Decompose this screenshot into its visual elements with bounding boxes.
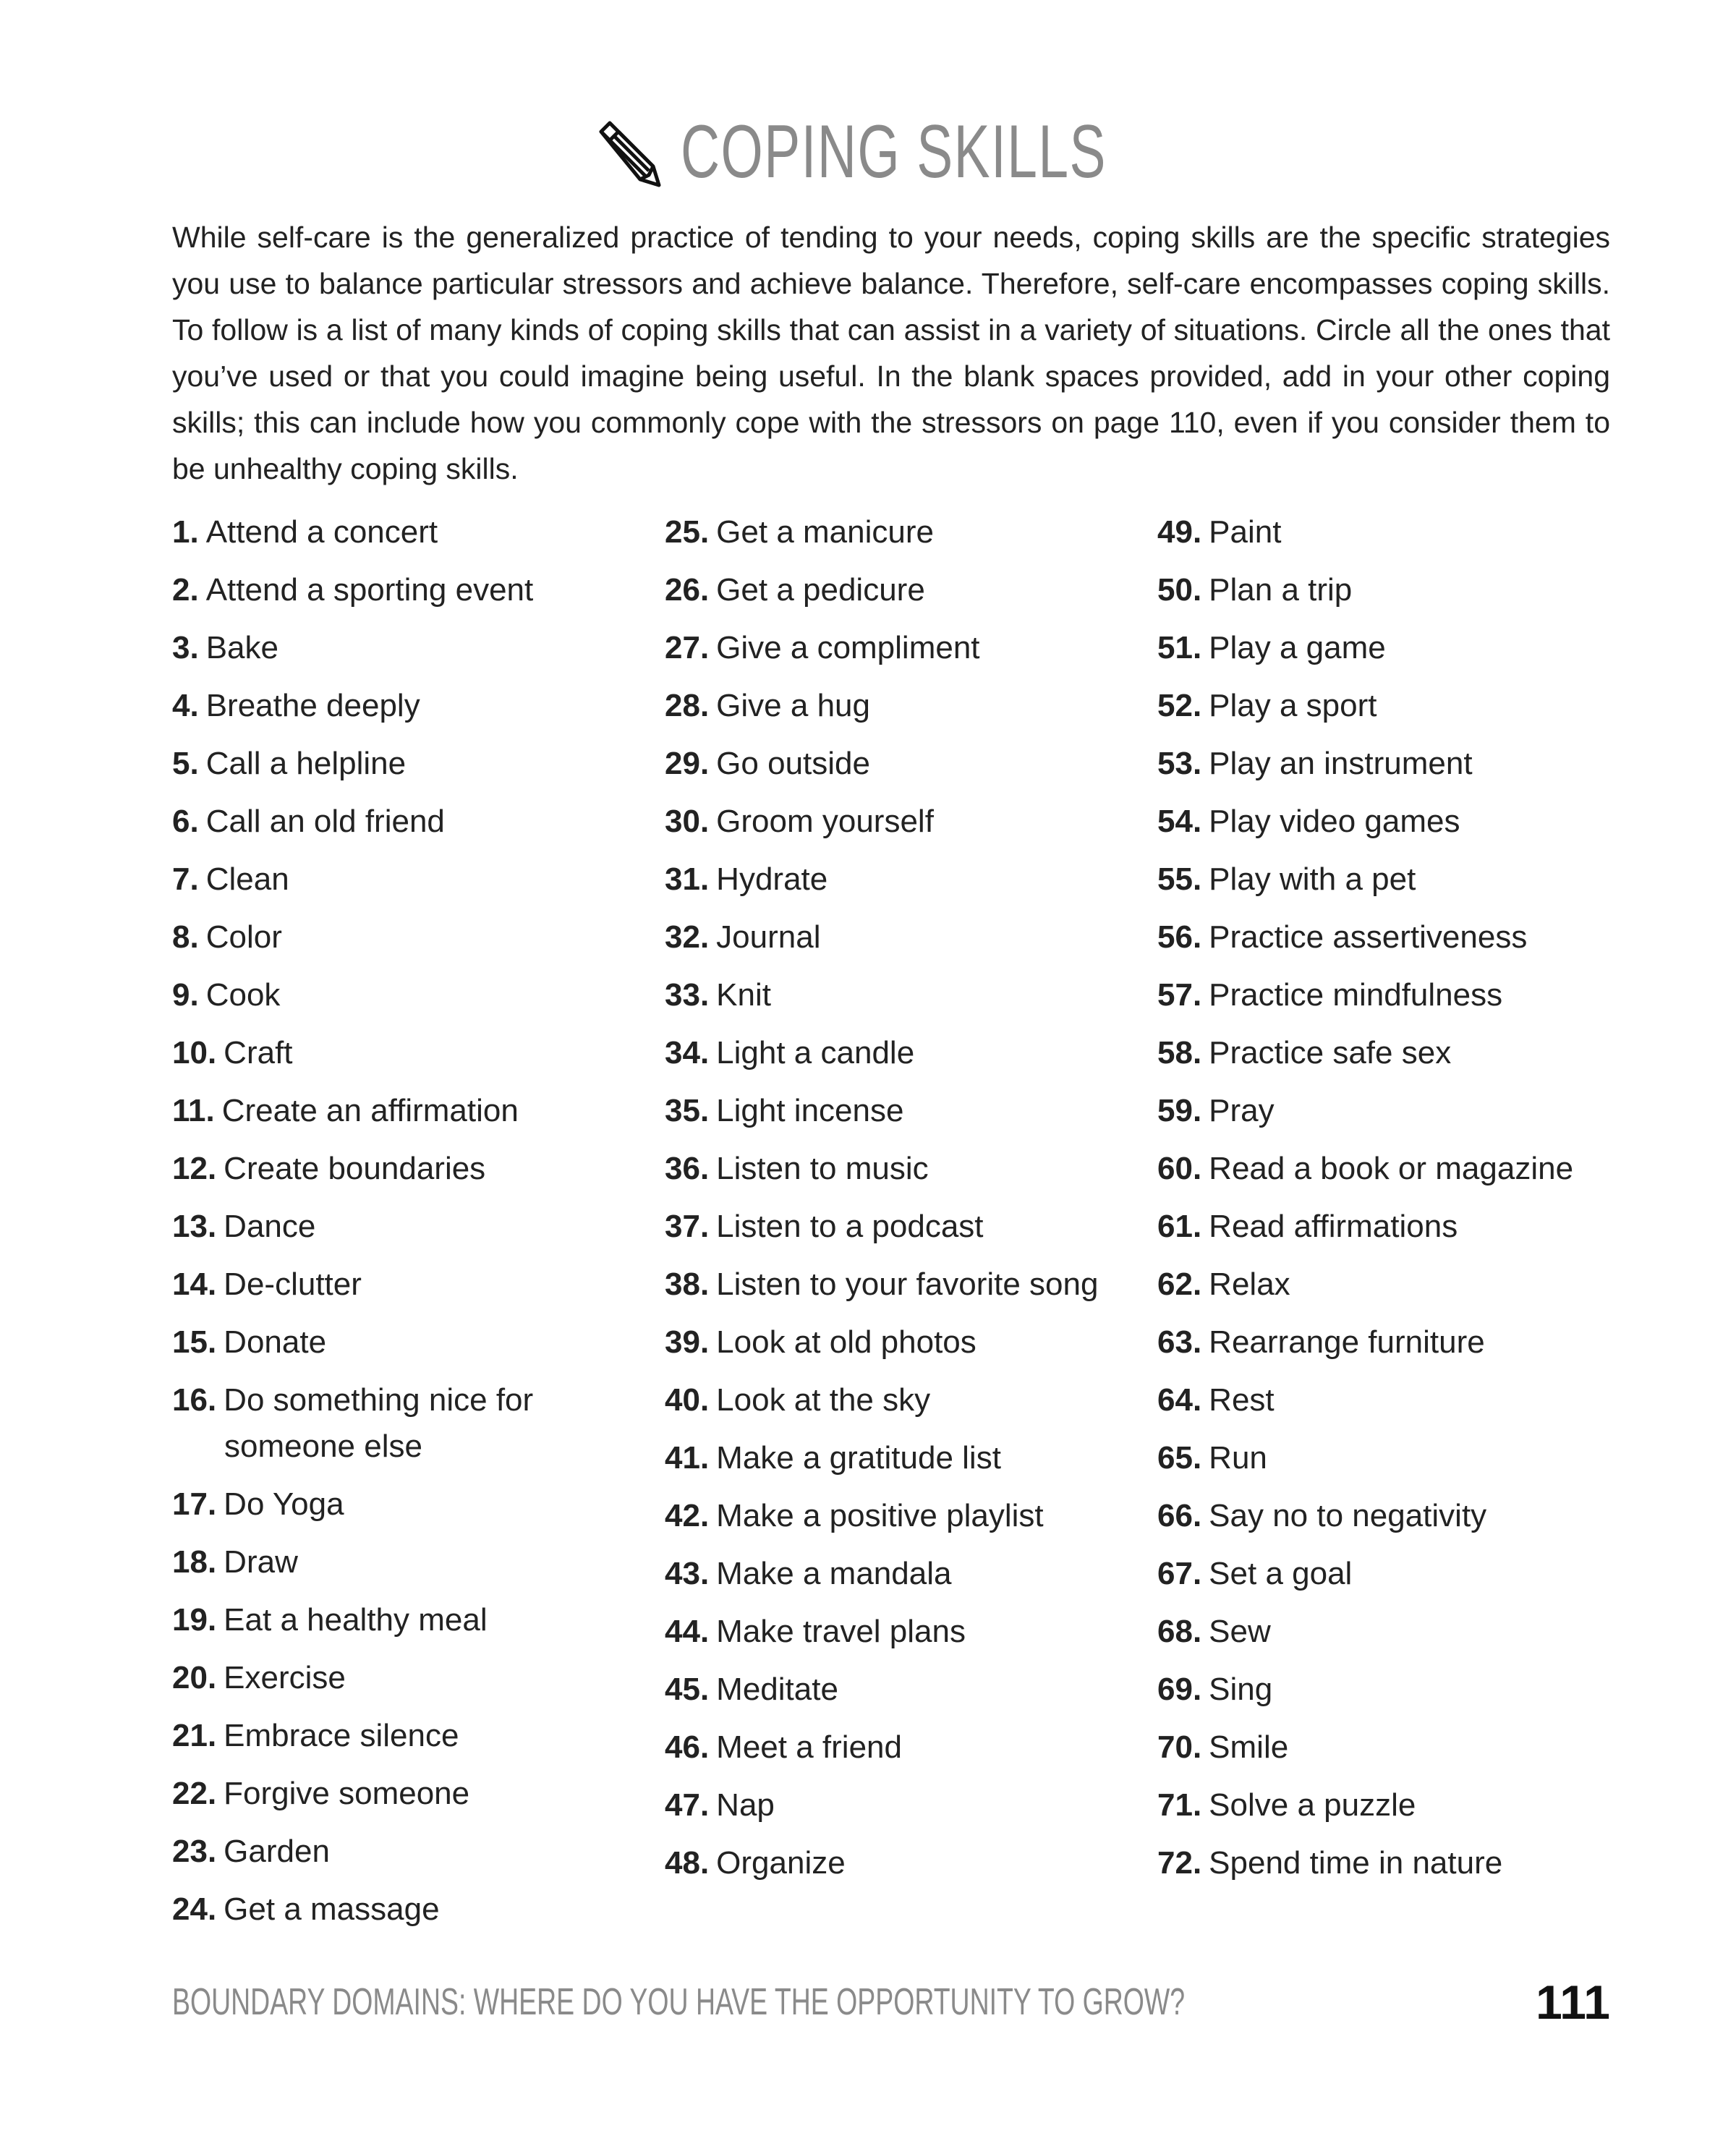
item-label: Cook <box>205 977 281 1013</box>
item-label: Forgive someone <box>224 1776 470 1811</box>
item-number: 9. <box>172 977 199 1013</box>
item-number: 38. <box>665 1267 710 1302</box>
skill-list-item <box>172 799 650 845</box>
item-label: Rearrange furniture <box>1209 1324 1485 1360</box>
skill-list-item <box>1157 1261 1635 1308</box>
skill-list-item <box>1157 625 1635 671</box>
item-number: 43. <box>665 1556 710 1591</box>
skill-list-item <box>1157 1319 1635 1366</box>
item-number: 61. <box>1157 1209 1202 1244</box>
skill-list-item <box>1157 1551 1635 1597</box>
item-number: 31. <box>665 861 710 897</box>
skill-list-item <box>665 972 1142 1018</box>
item-number: 21. <box>172 1718 217 1753</box>
skill-list-item <box>665 1609 1142 1655</box>
skill-list-item <box>172 1597 650 1643</box>
item-number: 29. <box>665 746 710 781</box>
item-number: 53. <box>1157 746 1202 781</box>
item-label: Knit <box>716 977 771 1013</box>
skills-column-3 <box>1157 509 1635 1944</box>
skill-list-item <box>665 1319 1142 1366</box>
page-number: 111 <box>1536 1975 1610 2029</box>
skill-list-item <box>1157 1146 1635 1192</box>
item-number: 58. <box>1157 1035 1202 1070</box>
item-label: Bake <box>205 630 278 665</box>
item-label: Light a candle <box>716 1035 915 1070</box>
item-label: Play a game <box>1209 630 1386 665</box>
skill-list-item <box>172 1377 650 1470</box>
item-label: Do something nice for someone else <box>224 1382 534 1464</box>
item-label: Hydrate <box>716 861 828 897</box>
item-number: 28. <box>665 688 710 723</box>
item-number: 14. <box>172 1267 217 1302</box>
item-number: 34. <box>665 1035 710 1070</box>
item-label: Play with a pet <box>1209 861 1416 897</box>
item-number: 3. <box>172 630 199 665</box>
item-number: 62. <box>1157 1267 1202 1302</box>
skill-list-item <box>172 509 650 556</box>
item-label: Set a goal <box>1209 1556 1353 1591</box>
item-label: Spend time in nature <box>1209 1845 1503 1881</box>
item-number: 65. <box>1157 1440 1202 1476</box>
skills-column-1 <box>172 509 650 1944</box>
skill-list-item <box>665 683 1142 729</box>
skill-list-item <box>665 1840 1142 1886</box>
footer-chapter-title-wrap <box>172 1977 1257 2027</box>
item-label: Play a sport <box>1209 688 1377 723</box>
skills-list <box>172 509 1610 1944</box>
item-number: 71. <box>1157 1787 1202 1823</box>
item-number: 25. <box>665 514 710 550</box>
item-label: Draw <box>224 1544 298 1580</box>
item-label: Give a compliment <box>716 630 980 665</box>
item-number: 4. <box>172 688 199 723</box>
item-label: Journal <box>716 919 821 955</box>
item-number: 2. <box>172 572 199 608</box>
item-number: 1. <box>172 514 199 550</box>
item-number: 72. <box>1157 1845 1202 1881</box>
item-label: Attend a concert <box>205 514 438 550</box>
item-number: 10. <box>172 1035 217 1070</box>
item-label: Call a helpline <box>205 746 407 781</box>
item-label: Give a hug <box>716 688 870 723</box>
item-label: Listen to a podcast <box>716 1209 984 1244</box>
skill-list-item <box>665 1667 1142 1713</box>
page-title: COPING SKILLS <box>681 110 1107 194</box>
skill-list-item <box>172 1655 650 1701</box>
item-label: Garden <box>224 1834 330 1869</box>
item-number: 17. <box>172 1486 217 1522</box>
skill-list-item <box>665 799 1142 845</box>
item-label: Create boundaries <box>224 1151 486 1186</box>
skill-list-item <box>1157 567 1635 613</box>
item-number: 59. <box>1157 1093 1202 1128</box>
item-label: Listen to music <box>716 1151 929 1186</box>
item-label: Clean <box>205 861 289 897</box>
item-number: 23. <box>172 1834 217 1869</box>
item-label: Sing <box>1209 1672 1273 1707</box>
skill-list-item <box>172 1771 650 1817</box>
item-label: Run <box>1209 1440 1267 1476</box>
item-number: 45. <box>665 1672 710 1707</box>
item-label: Do Yoga <box>224 1486 344 1522</box>
item-number: 27. <box>665 630 710 665</box>
item-number: 41. <box>665 1440 710 1476</box>
item-label: Look at the sky <box>716 1382 931 1418</box>
item-number: 54. <box>1157 804 1202 839</box>
item-label: Smile <box>1209 1729 1289 1765</box>
skill-list-item <box>1157 1088 1635 1134</box>
skill-list-item <box>665 1146 1142 1192</box>
item-number: 42. <box>665 1498 710 1533</box>
item-number: 12. <box>172 1151 217 1186</box>
item-label: Rest <box>1209 1382 1275 1418</box>
skill-list-item <box>1157 509 1635 556</box>
skill-list-item <box>665 914 1142 961</box>
item-label: Get a manicure <box>716 514 934 550</box>
item-label: Make a gratitude list <box>716 1440 1001 1476</box>
item-label: Meditate <box>716 1672 838 1707</box>
skill-list-item <box>172 1319 650 1366</box>
item-label: Paint <box>1209 514 1282 550</box>
skill-list-item <box>1157 914 1635 961</box>
skill-list-item <box>665 1435 1142 1481</box>
item-label: Practice assertiveness <box>1209 919 1528 955</box>
skill-list-item <box>172 741 650 787</box>
item-label: Call an old friend <box>205 804 445 839</box>
item-label: Relax <box>1209 1267 1290 1302</box>
skill-list-item <box>172 1713 650 1759</box>
skill-list-item <box>172 1539 650 1585</box>
skill-list-item <box>172 856 650 903</box>
skill-list-item <box>1157 1493 1635 1539</box>
item-number: 26. <box>665 572 710 608</box>
pencil-icon <box>592 116 665 188</box>
item-number: 35. <box>665 1093 710 1128</box>
item-label: Get a pedicure <box>716 572 925 608</box>
item-label: Create an affirmation <box>221 1093 519 1128</box>
item-label: Read a book or magazine <box>1209 1151 1574 1186</box>
item-number: 19. <box>172 1602 217 1638</box>
skill-list-item <box>665 509 1142 556</box>
item-label: Play an instrument <box>1209 746 1473 781</box>
skill-list-item <box>172 914 650 961</box>
item-label: Breathe deeply <box>205 688 420 723</box>
item-label: Groom yourself <box>716 804 934 839</box>
item-number: 15. <box>172 1324 217 1360</box>
item-number: 47. <box>665 1787 710 1823</box>
footer-chapter-title: BOUNDARY DOMAINS: WHERE DO YOU HAVE THE OPPORTUNITY TO GROW? <box>172 1981 1186 2023</box>
skill-list-item <box>1157 683 1635 729</box>
skill-list-item <box>172 683 650 729</box>
item-label: Attend a sporting event <box>205 572 534 608</box>
item-number: 63. <box>1157 1324 1202 1360</box>
skill-list-item <box>1157 1204 1635 1250</box>
page-footer <box>172 1973 1610 2031</box>
item-number: 6. <box>172 804 199 839</box>
item-number: 22. <box>172 1776 217 1811</box>
skill-list-item <box>665 567 1142 613</box>
item-label: Sew <box>1209 1614 1271 1649</box>
skill-list-item <box>172 567 650 613</box>
item-label: Organize <box>716 1845 846 1881</box>
skill-list-item <box>1157 856 1635 903</box>
page-title-wrap <box>681 108 1144 195</box>
item-number: 32. <box>665 919 710 955</box>
skill-list-item <box>665 1493 1142 1539</box>
item-number: 69. <box>1157 1672 1202 1707</box>
item-label: Meet a friend <box>716 1729 902 1765</box>
item-number: 7. <box>172 861 199 897</box>
item-number: 49. <box>1157 514 1202 550</box>
skill-list-item <box>172 1481 650 1528</box>
item-number: 16. <box>172 1382 217 1418</box>
item-number: 66. <box>1157 1498 1202 1533</box>
item-label: Make a mandala <box>716 1556 952 1591</box>
item-number: 20. <box>172 1660 217 1695</box>
skill-list-item <box>1157 1435 1635 1481</box>
skill-list-item <box>665 1204 1142 1250</box>
skill-list-item <box>172 1088 650 1134</box>
item-number: 46. <box>665 1729 710 1765</box>
item-label: Practice safe sex <box>1209 1035 1452 1070</box>
intro-paragraph: While self-care is the generalized practice of tending to your needs, coping skills are the specific strategies you use to balance particular stressors and achieve balance. Therefore, self-care encompasses coping skills. To follow is a list of many kinds of coping skills that can assist in a variety of situations. Circle all the ones that you’ve used or that you could imagine being useful. In the blank spaces provided, add in your other coping skills; this can include how you commonly cope with the stressors on page 110, even if you consider them to be unhealthy coping skills. <box>172 221 1610 485</box>
skill-list-item <box>1157 1609 1635 1655</box>
item-label: Look at old photos <box>716 1324 977 1360</box>
skill-list-item <box>172 1204 650 1250</box>
skill-list-item <box>665 1724 1142 1771</box>
skill-list-item <box>172 625 650 671</box>
item-number: 52. <box>1157 688 1202 723</box>
skill-list-item <box>665 1551 1142 1597</box>
item-number: 30. <box>665 804 710 839</box>
item-label: Go outside <box>716 746 870 781</box>
skill-list-item <box>665 1088 1142 1134</box>
item-number: 56. <box>1157 919 1202 955</box>
item-number: 37. <box>665 1209 710 1244</box>
item-label: Pray <box>1209 1093 1275 1128</box>
skill-list-item <box>1157 1377 1635 1423</box>
skill-list-item <box>665 1261 1142 1308</box>
skill-list-item <box>1157 1667 1635 1713</box>
item-label: Make a positive playlist <box>716 1498 1044 1533</box>
item-label: Light incense <box>716 1093 904 1128</box>
skill-list-item <box>1157 741 1635 787</box>
item-number: 70. <box>1157 1729 1202 1765</box>
skill-list-item <box>1157 1782 1635 1829</box>
item-label: Read affirmations <box>1209 1209 1458 1244</box>
item-number: 33. <box>665 977 710 1013</box>
item-number: 39. <box>665 1324 710 1360</box>
item-label: Eat a healthy meal <box>224 1602 488 1638</box>
skill-list-item <box>665 625 1142 671</box>
item-number: 11. <box>172 1093 215 1128</box>
item-number: 5. <box>172 746 199 781</box>
skill-list-item <box>1157 1030 1635 1076</box>
page-header <box>0 108 1736 195</box>
item-label: Plan a trip <box>1209 572 1353 608</box>
skills-column-2 <box>665 509 1142 1944</box>
item-number: 60. <box>1157 1151 1202 1186</box>
skill-list-item <box>1157 1724 1635 1771</box>
item-number: 57. <box>1157 977 1202 1013</box>
item-label: Practice mindfulness <box>1209 977 1503 1013</box>
skill-list-item <box>172 1886 650 1933</box>
item-label: Embrace silence <box>224 1718 459 1753</box>
item-number: 51. <box>1157 630 1202 665</box>
item-number: 48. <box>665 1845 710 1881</box>
skill-list-item <box>1157 1840 1635 1886</box>
item-number: 55. <box>1157 861 1202 897</box>
item-number: 8. <box>172 919 199 955</box>
item-number: 13. <box>172 1209 217 1244</box>
item-label: Play video games <box>1209 804 1460 839</box>
item-number: 24. <box>172 1891 217 1927</box>
item-number: 40. <box>665 1382 710 1418</box>
page-body <box>172 214 1610 2031</box>
skill-list-item <box>1157 799 1635 845</box>
skill-list-item <box>172 1829 650 1875</box>
item-label: Say no to negativity <box>1209 1498 1487 1533</box>
skill-list-item <box>665 856 1142 903</box>
item-label: Exercise <box>224 1660 346 1695</box>
skill-list-item <box>665 1030 1142 1076</box>
skill-list-item <box>172 1261 650 1308</box>
item-number: 36. <box>665 1151 710 1186</box>
item-number: 50. <box>1157 572 1202 608</box>
skill-list-item <box>665 1782 1142 1829</box>
item-label: Color <box>205 919 282 955</box>
item-label: Donate <box>224 1324 327 1360</box>
skill-list-item <box>172 1030 650 1076</box>
item-label: Nap <box>716 1787 775 1823</box>
item-number: 18. <box>172 1544 217 1580</box>
item-label: Get a massage <box>224 1891 440 1927</box>
skill-list-item <box>172 972 650 1018</box>
item-label: De-clutter <box>224 1267 362 1302</box>
skill-list-item <box>1157 972 1635 1018</box>
item-label: Craft <box>224 1035 293 1070</box>
skill-list-item <box>172 1146 650 1192</box>
item-label: Make travel plans <box>716 1614 966 1649</box>
item-number: 64. <box>1157 1382 1202 1418</box>
item-number: 67. <box>1157 1556 1202 1591</box>
item-label: Dance <box>224 1209 316 1244</box>
item-number: 68. <box>1157 1614 1202 1649</box>
skill-list-item <box>665 1377 1142 1423</box>
item-label: Solve a puzzle <box>1209 1787 1416 1823</box>
skill-list-item <box>665 741 1142 787</box>
item-label: Listen to your favorite song <box>716 1267 1099 1302</box>
item-number: 44. <box>665 1614 710 1649</box>
